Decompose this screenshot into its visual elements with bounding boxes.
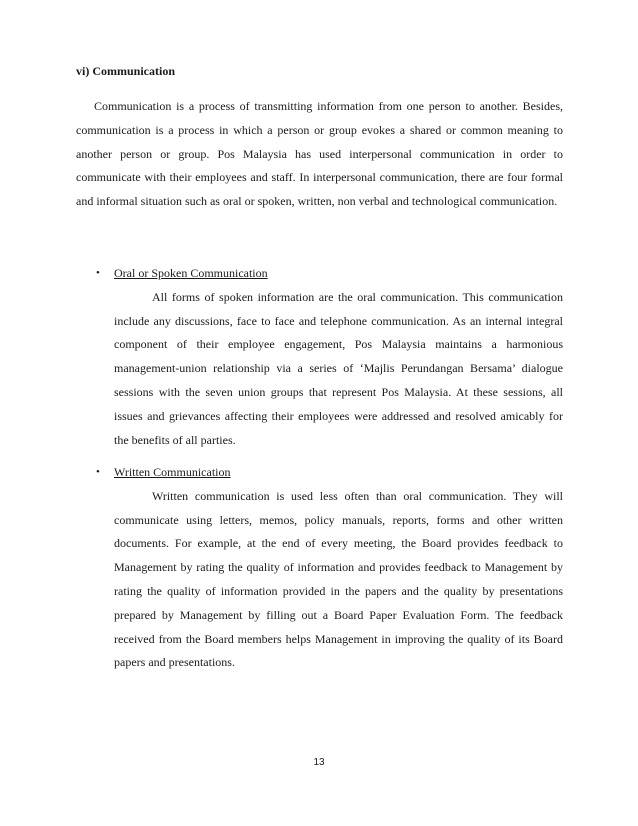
section-heading: vi) Communication [76, 64, 175, 78]
bullet-title: Written Communication [114, 465, 231, 479]
bullet-body: Written communication is used less often than oral communication. They will communicate using letters, memos, policy manuals, reports, forms and other written documents. For example, at the end of every meeting, the Board provides feedback to Management by rating the quality of information and provides feedback to Management by rating the quality of information provided in the papers and the quality by presentations prepared by Management by filling out a Board Paper Evaluation Form. The feedback received from the Board members helps Management in improving the quality of its Board papers and presentations. [114, 488, 563, 670]
intro-paragraph: Communication is a process of transmitting information from one person to another. Besides, communication is a process in which a person or group evokes a shared or common meaning to another person or group. Pos Malaysia has used interpersonal communication in order to communicate with their employees and staff. In interpersonal communication, there are four formal and informal situation such as oral or spoken, written, non verbal and technological communication. [76, 99, 563, 209]
bullet-body: All forms of spoken information are the oral communication. This communication include any discussions, face to face and telephone communication. As an internal integral component of their employee engagement, Pos Malaysia maintains a harmonious management-union relationship via a series of ‘Majlis Perundangan Bersama’ dialogue sessions with the seven union groups that represent Pos Malaysia. At these sessions, all issues and grievances affecting their employees were addressed and resolved amicably for the benefits of all parties. [114, 289, 563, 447]
bullet-oral-communication [76, 262, 563, 452]
bullet-header [76, 461, 563, 485]
page-number: 13 [313, 757, 325, 768]
bullet-header [76, 262, 563, 286]
bullet-written-communication [76, 461, 563, 675]
bullet-marker: • [96, 466, 100, 478]
bullet-marker: • [96, 267, 100, 279]
bullet-title: Oral or Spoken Communication [114, 266, 268, 280]
